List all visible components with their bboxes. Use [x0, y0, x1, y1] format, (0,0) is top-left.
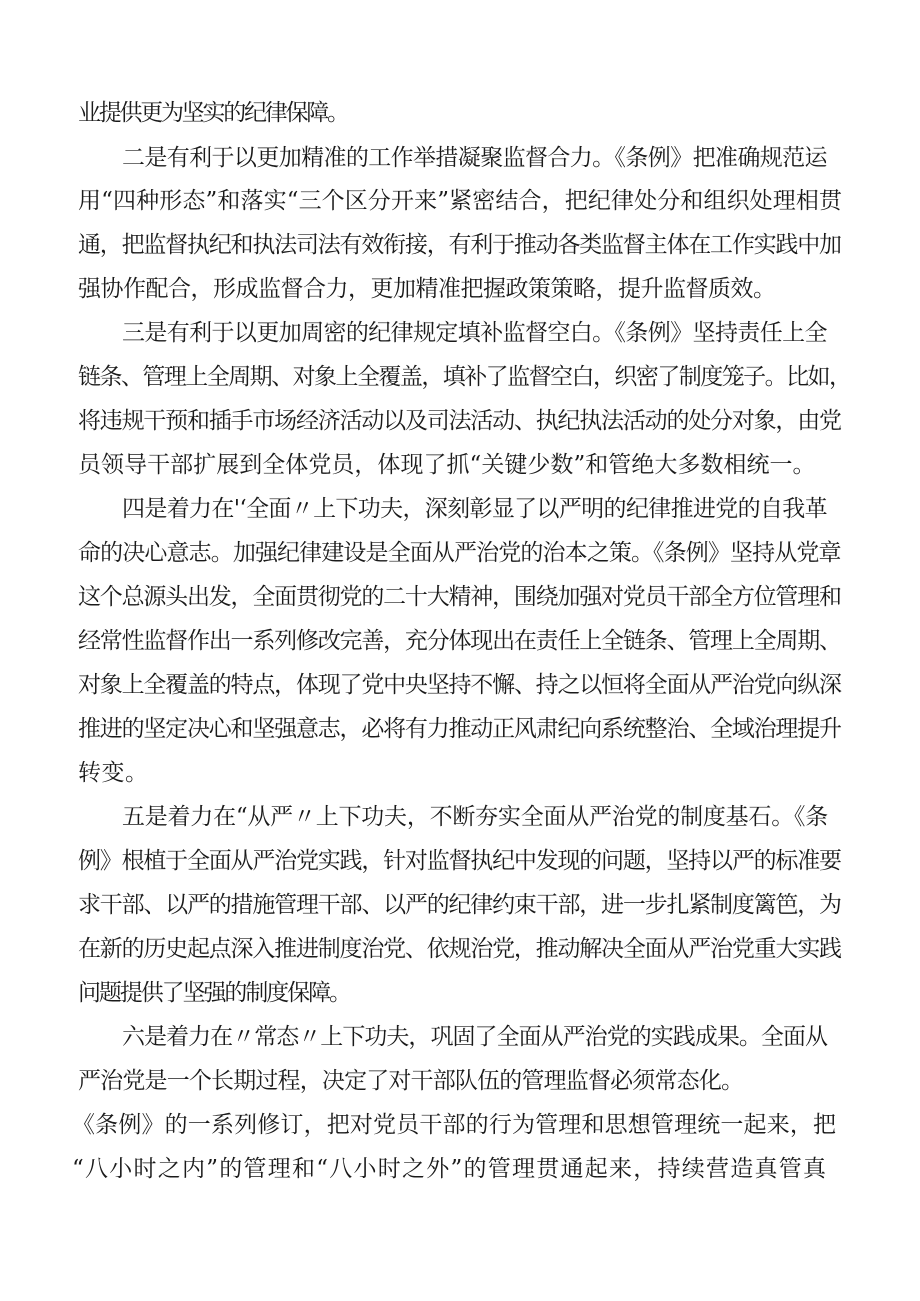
- text-line-18: 例》根植于全面从严治党实践，针对监督执纪中发现的问题，坚持以严的标准要: [78, 848, 841, 874]
- text-line-9: 员领导干部扩展到全体党员，体现了抓“关键少数”和管绝大多数相统一。: [78, 452, 816, 478]
- text-line-8: 将违规干预和插手市场经济活动以及司法活动、执纪执法活动的处分对象，由党: [78, 408, 841, 434]
- text-line-17: 五是着力在“从严〃上下功夫，不断夯实全面从严治党的制度基石。《条: [122, 804, 829, 830]
- text-line-25: “八小时之内”的管理和“八小时之外”的管理贯通起来，持续营造真管真: [72, 1156, 828, 1182]
- text-line-24: 《条例》的一系列修订，把对党员干部的行为管理和思想管理统一起来，把: [72, 1112, 837, 1138]
- text-line-20: 在新的历史起点深入推进制度治党、依规治党，推动解决全面从严治党重大实践: [78, 936, 841, 962]
- text-line-22: 六是着力在〃常态〃上下功夫，巩固了全面从严治党的实践成果。全面从: [122, 1024, 828, 1050]
- text-line-10: 四是着力在'‘全面〃上下功夫，深刻彰显了以严明的纪律推进党的自我革: [122, 496, 827, 522]
- text-line-1: 业提供更为坚实的纪律保障。: [78, 100, 348, 126]
- text-line-3: 用“四种形态”和落实“三个区分开来”紧密结合，把纪律处分和组织处理相贯: [78, 188, 843, 214]
- text-line-11: 命的决心意志。加强纪律建设是全面从严治党的治本之策。《条例》坚持从党章: [78, 540, 841, 566]
- text-line-4: 通，把监督执纪和执法司法有效衔接，有利于推动各类监督主体在工作实践中加: [78, 232, 841, 258]
- text-line-15: 推进的坚定决心和坚强意志，必将有力推动正风肃纪向系统整治、全域治理提升: [78, 716, 841, 742]
- text-line-23: 严治党是一个长期过程，决定了对干部队伍的管理监督必须常态化。: [78, 1068, 744, 1094]
- text-line-6: 三是有利于以更加周密的纪律规定填补监督空白。《条例》坚持责任上全: [122, 320, 827, 346]
- text-line-13: 经常性监督作出一系列修改完善，充分体现出在责任上全链条、管理上全周期、: [78, 628, 841, 654]
- text-line-16: 转变。: [78, 760, 149, 786]
- text-line-19: 求干部、以严的措施管理干部、以严的纪律约束干部，进一步扎紧制度篱笆，为: [78, 892, 841, 918]
- text-line-12: 这个总源头出发，全面贯彻党的二十大精神，围绕加强对党员干部全方位管理和: [78, 584, 841, 610]
- text-line-7: 链条、管理上全周期、对象上全覆盖，填补了监督空白，织密了制度笼子。比如，: [78, 364, 851, 390]
- text-line-14: 对象上全覆盖的特点，体现了党中央坚持不懈、持之以恒将全面从严治党向纵深: [78, 672, 841, 698]
- text-line-5: 强协作配合，形成监督合力，更加精准把握政策策略，提升监督质效。: [78, 276, 776, 302]
- text-line-21: 问题提供了坚强的制度保障。: [78, 980, 350, 1006]
- text-line-2: 二是有利于以更加精准的工作举措凝聚监督合力。《条例》把准确规范运: [122, 145, 827, 171]
